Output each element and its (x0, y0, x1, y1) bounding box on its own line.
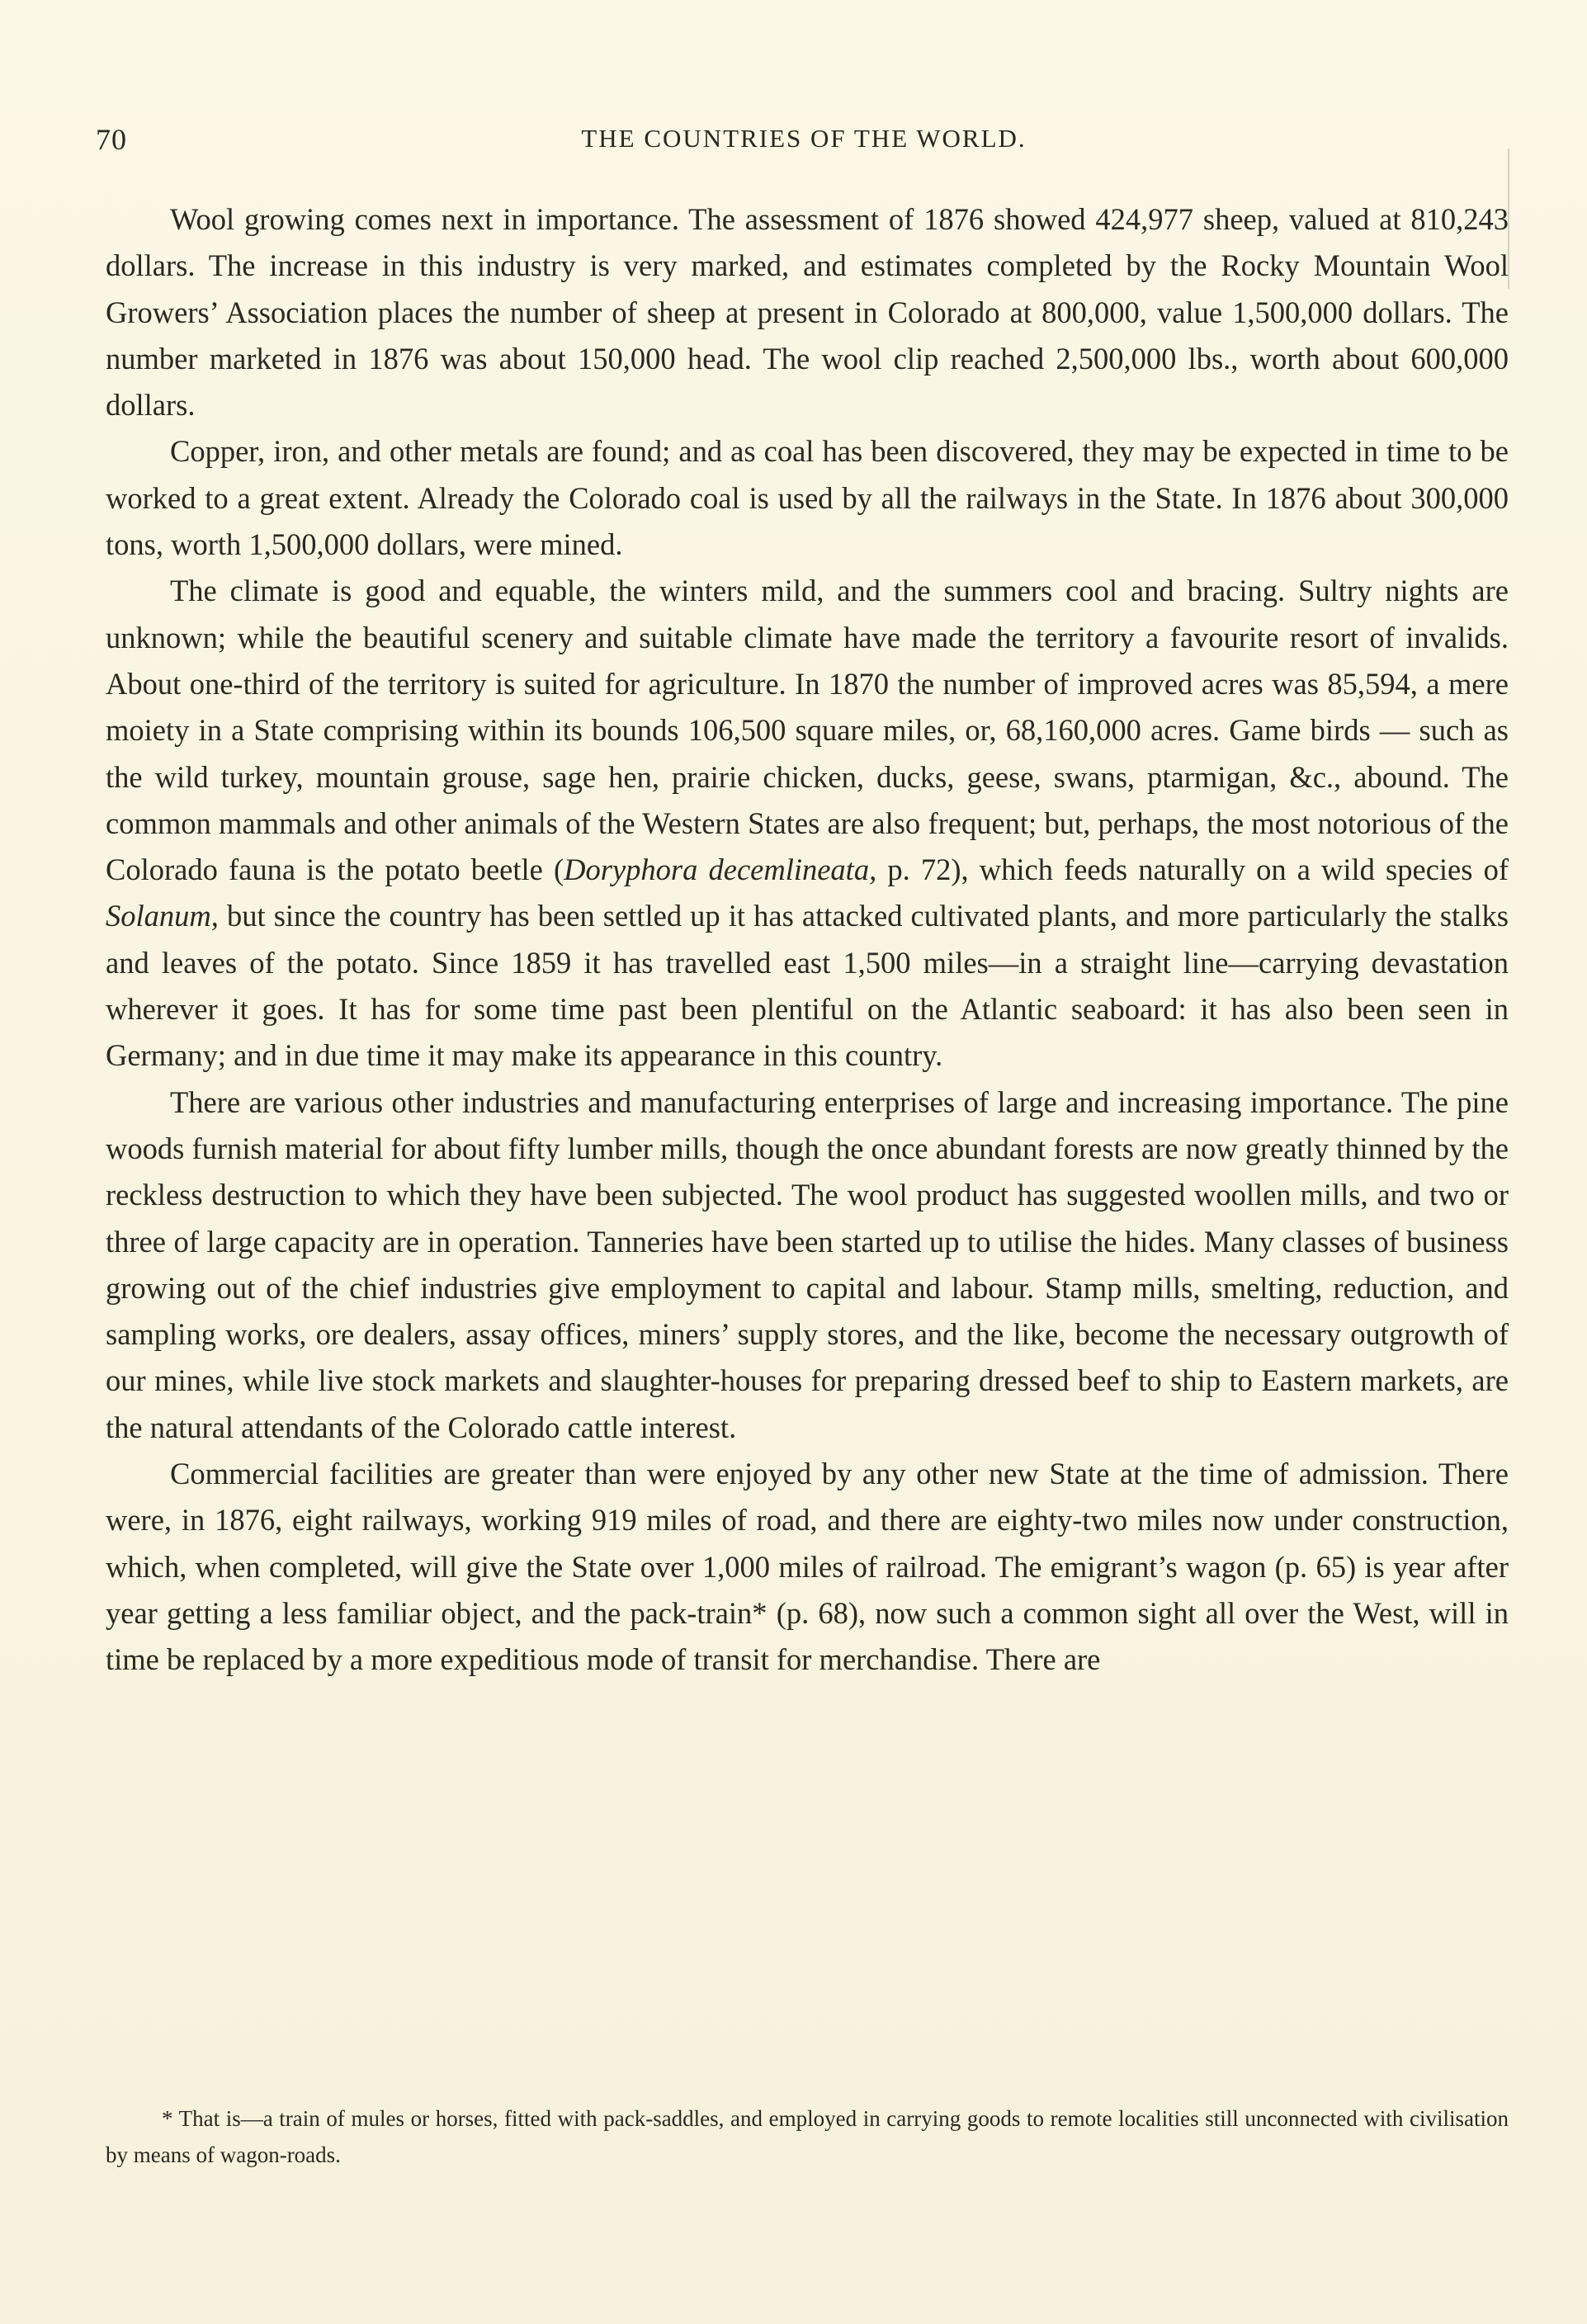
footnote-text: * That is—a train of mules or horses, fitted with pack-saddles, and employed in carrying goods to remote localities still unconnected with civilisation by means of wagon-roads. (106, 2106, 1509, 2167)
body-text (106, 196, 1509, 1684)
climate-text-part-2: p. 72), which feeds naturally on a wild species of (876, 853, 1509, 887)
species-name-doryphora: Doryphora decemlineata, (564, 853, 877, 887)
paragraph-wool: Wool growing comes next in importance. The assessment of 1876 showed 424,977 sheep, valued at 810,243 dollars. The increase in this industry is very marked, and estimates completed by the Rocky Mountain Wool Growers’ Association places the number of sheep at present in Colorado at 800,000, value 1,500,000 dollars. The number marketed in 1876 was about 150,000 head. The wool clip reached 2,500,000 lbs., worth about 600,000 dollars. (106, 202, 1509, 423)
climate-text-part-3: but since the country has been settled up it has attacked cultivated plants, and more particularly the stalks and leaves of the potato. Since 1859 it has travelled east 1,500 miles—in a straight line—carrying devastation wherever it goes. It has for some time past been plentiful on the Atlantic seaboard: it has also been seen in Germany; and in due time it may make its appearance in this country. (106, 899, 1509, 1073)
paragraph-metals: Copper, iron, and other metals are found; and as coal has been discovered, they may be expected in time to be worked to a great extent. Already the Colorado coal is used by all the railways in the State. In 1876 about 300,000 tons, worth 1,500,000 dollars, were mined. (106, 434, 1509, 562)
paragraph-climate (106, 568, 1509, 1079)
paragraph-industries: There are various other industries and manufacturing enterprises of large and increasing importance. The pine woods furnish material for about fifty lumber mills, though the once abundant forests are now greatly thinned by the reckless destruction to which they have been subjected. The wool product has suggested woollen mills, and two or three of large capacity are in operation. Tanneries have been started up to utilise the hides. Many classes of business growing out of the chief industries give employment to capital and labour. Stamp mills, smelting, reduction, and sampling works, ore dealers, assay offices, miners’ supply stores, and the like, become the necessary outgrowth of our mines, while live stock markets and slaughter-houses for preparing dressed beef to ship to Eastern markets, are the natural attendants of the Colorado cattle interest. (106, 1084, 1509, 1444)
footnote (106, 2100, 1509, 2173)
paragraph-commercial: Commercial facilities are greater than were enjoyed by any other new State at the time of admission. There were, in 1876, eight railways, working 919 miles of road, and there are eighty-two miles now under construction, which, when completed, will give the State over 1,000 miles of railroad. The emigrant’s wagon (p. 65) is year after year getting a less familiar object, and the pack-train* (p. 68), now such a common sight all over the West, will in time be replaced by a more expeditious mode of transit for merchandise. There are (106, 1457, 1509, 1677)
running-head: THE COUNTRIES OF THE WORLD. (581, 124, 1027, 153)
climate-text-part-1: The climate is good and equable, the winters mild, and the summers cool and bracing. Sultry nights are unknown; while the beautiful scenery and suitable climate have made the territory a favourite resort of invalids. About one-third of the territory is suited for agriculture. In 1870 the number of improved acres was 85,594, a mere moiety in a State comprising within its bounds 106,500 square miles, or, 68,160,000 acres. Game birds — such as the wild turkey, mountain grouse, sage hen, prairie chicken, ducks, geese, swans, ptarmigan, &c., abound. The common mammals and other animals of the Western States are also frequent; but, perhaps, the most notorious of the Colorado fauna is the potato beetle ( (106, 574, 1509, 887)
page-number: 70 (96, 123, 127, 156)
species-name-solanum: Solanum, (106, 899, 219, 933)
page-header (96, 122, 1512, 163)
